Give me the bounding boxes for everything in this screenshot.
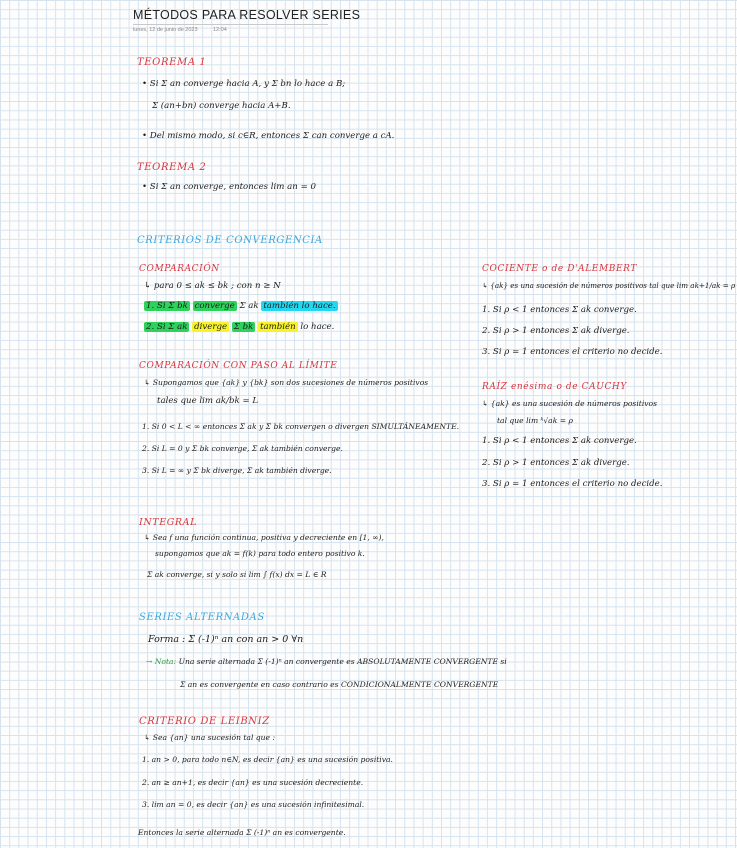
paso-limite-line1: ↳ Supongamos que {ak} y {bk} son dos sucesiones de números positivos <box>144 378 429 387</box>
cociente-item3: 3. Si ρ = 1 entonces el criterio no decide. <box>482 347 663 357</box>
alternadas-nota-label: → Nota: <box>146 657 177 666</box>
leibniz-item1: 1. an > 0, para todo n∈N, es decir {an} es una sucesión positiva. <box>142 755 393 764</box>
raiz-line2: tal que lim ᵏ√ak = ρ <box>497 416 573 425</box>
cociente-line1: ↳ {ak} es una sucesión de números positivos tal que lim ak+1/ak = ρ <box>482 281 736 290</box>
alternadas-nota2: Σ an es convergente en caso contrario es CONDICIONALMENTE CONVERGENTE <box>180 680 499 689</box>
raiz-item1: 1. Si ρ < 1 entonces Σ ak converge. <box>482 436 637 446</box>
integral-line2: supongamos que ak = f(k) para todo entero positivo k. <box>155 549 365 558</box>
integral-heading: INTEGRAL <box>139 517 198 528</box>
cociente-item2: 2. Si ρ > 1 entonces Σ ak diverge. <box>482 326 630 336</box>
comparacion-item1-tail: también lo hace. <box>263 301 336 311</box>
leibniz-conclusion: Entonces la serie alternada Σ (-1)ⁿ an es convergente. <box>138 828 346 837</box>
raiz-line1: ↳ {ak} es una sucesión de números positivos <box>482 399 658 408</box>
raiz-item3: 3. Si ρ = 1 entonces el criterio no decide. <box>482 479 663 489</box>
comparacion-item1-converge: converge <box>194 301 235 311</box>
paso-limite-item1: 1. Si 0 < L < ∞ entonces Σ ak y Σ bk convergen o divergen SIMULTÁNEAMENTE. <box>142 422 460 431</box>
raiz-heading: RAÍZ enésima o de CAUCHY <box>482 382 627 392</box>
teorema2-heading: TEOREMA 2 <box>137 162 207 173</box>
comparacion-item2-tail: lo hace. <box>300 322 335 332</box>
integral-line1: ↳ Sea f una función continua, positiva y decreciente en [1, ∞), <box>144 533 384 542</box>
teorema1-heading: TEOREMA 1 <box>137 57 207 68</box>
comparacion-item1-lead: 1. Si Σ bk <box>146 301 188 311</box>
leibniz-item2: 2. an ≥ an+1, es decir {an} es una sucesión decreciente. <box>142 778 364 787</box>
page-title: MÉTODOS PARA RESOLVER SERIES <box>133 8 361 22</box>
comparacion-item1 <box>144 301 338 311</box>
raiz-item2: 2. Si ρ > 1 entonces Σ ak diverge. <box>482 458 630 468</box>
comparacion-item2 <box>144 322 334 332</box>
cociente-item1: 1. Si ρ < 1 entonces Σ ak converge. <box>482 305 637 315</box>
integral-line3: Σ ak converge, si y solo si lim ∫ f(x) dx = L ∈ R <box>147 570 327 579</box>
comparacion-item2-diverge: diverge <box>194 322 228 332</box>
teorema1-line2: Σ (an+bn) converge hacia A+B. <box>152 101 291 111</box>
page-date: lunes, 12 de junio de 2023 <box>133 27 198 33</box>
comparacion-item1-series: Σ ak <box>239 301 259 311</box>
teorema1-line3: • Del mismo modo, si c∈R, entonces Σ can converge a cA. <box>142 131 395 141</box>
leibniz-item3: 3. lim an = 0, es decir {an} es una sucesión infinitesimal. <box>142 800 365 809</box>
alternadas-nota <box>146 657 507 666</box>
alternadas-forma: Forma : Σ (-1)ⁿ an con an > 0 ∀n <box>148 634 304 645</box>
comparacion-item2-lead: 2. Si Σ ak <box>146 322 188 332</box>
comparacion-item2-series: Σ bk <box>233 322 254 332</box>
paso-limite-item3: 3. Si L = ∞ y Σ bk diverge, Σ ak también diverge. <box>142 466 332 475</box>
paso-limite-line2: tales que lim ak/bk = L <box>157 396 259 406</box>
comparacion-condition: ↳ para 0 ≤ ak ≤ bk ; con n ≥ N <box>144 281 281 291</box>
alternadas-nota1: Una serie alternada Σ (-1)ⁿ an convergente es ABSOLUTAMENTE CONVERGENTE si <box>178 657 507 666</box>
leibniz-heading: CRITERIO DE LEIBNIZ <box>139 716 270 727</box>
criterios-heading: CRITERIOS DE CONVERGENCIA <box>137 235 323 246</box>
paso-limite-heading: COMPARACIÓN CON PASO AL LÍMITE <box>139 361 338 371</box>
teorema2-line1: • Si Σ an converge, entonces lim an = 0 <box>142 182 316 192</box>
alternadas-heading: SERIES ALTERNADAS <box>139 612 265 623</box>
teorema1-line1: • Si Σ an converge hacia A, y Σ bn lo hace a B; <box>142 79 346 89</box>
comparacion-heading: COMPARACIÓN <box>139 264 220 274</box>
cociente-heading: COCIENTE o de D'ALEMBERT <box>482 264 637 274</box>
title-divider <box>133 24 328 25</box>
leibniz-line1: ↳ Sea {an} una sucesión tal que : <box>144 733 276 742</box>
comparacion-item2-tambien: también <box>260 322 296 332</box>
page-time: 12:04 <box>213 27 227 33</box>
paso-limite-item2: 2. Si L = 0 y Σ bk converge, Σ ak también converge. <box>142 444 343 453</box>
